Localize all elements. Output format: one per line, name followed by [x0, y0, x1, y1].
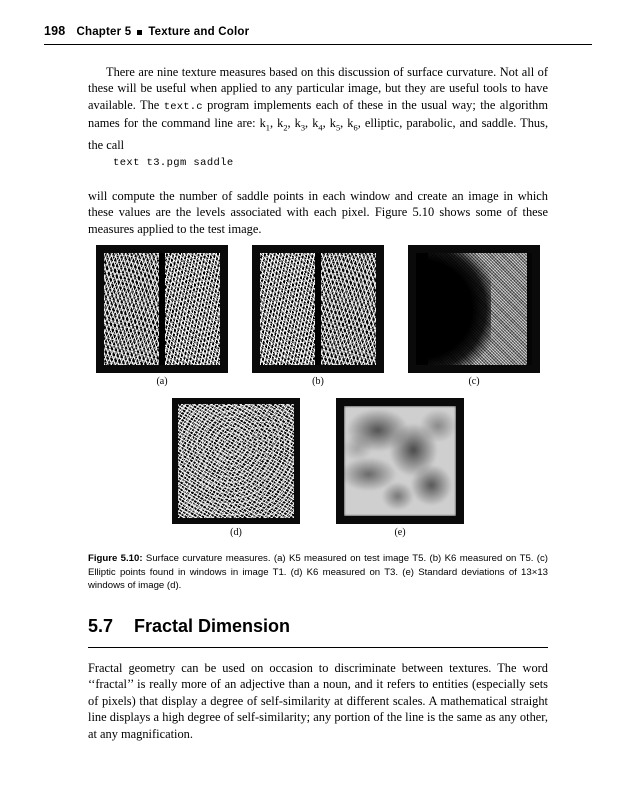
image-border-a — [96, 245, 228, 373]
texture-seam-b — [315, 253, 321, 365]
texture-right-a — [162, 253, 220, 365]
paragraph-1: There are nine texture measures based on this discussion of surface curvature. Not all of these will be useful when applied to any particular image, but they are useful tools to have available. The text.c program implements each of these in the usual way; the algorithm names for the command line are: $k_1$, $k_2$, $k_3$, $k_4$, $k_5$, $k_6$, elliptic, parabolic, and saddle. Thus, the call — [88, 65, 549, 153]
texture-left-a — [104, 253, 162, 365]
square-bullet-icon — [137, 30, 142, 35]
sub-1: 1 — [265, 123, 270, 133]
sub-2: 2 — [283, 123, 288, 133]
panel-label-b: (b) — [312, 376, 324, 387]
figure-caption-text: Surface curvature measures. (a) K5 measured on test image T5. (b) K6 measured on T5. (c) Elliptic points found in windows in image T1. (d) K6 measured on T3. (e) Standard deviations of 13×13 windows of image (d). — [88, 553, 548, 592]
chapter-title: Texture and Color — [148, 26, 250, 38]
elliptic-left-band — [416, 253, 428, 365]
sub-6: 6 — [353, 123, 358, 133]
figure-panel-c — [408, 245, 540, 387]
paragraph-1-text-c: , elliptic, parabolic, and saddle. Thus, the call — [88, 116, 549, 153]
panel-label-a: (a) — [156, 376, 168, 387]
figure-panel-b — [252, 245, 384, 387]
texture-seam-a — [159, 253, 165, 365]
section-rule — [88, 647, 548, 648]
inline-code-textc: text.c — [163, 100, 203, 113]
texture-right-b — [318, 253, 376, 365]
figure-panel-d — [172, 398, 300, 538]
figure-caption-label: Figure 5.10: — [88, 553, 143, 564]
panel-label-d: (d) — [230, 527, 242, 538]
paragraph-1-text-a: There are nine texture measures based on this discussion of surface curvature. Not all of these will be useful when applied to any particular image, but they are useful tools to have available. The — [88, 65, 548, 112]
figure-image-c — [408, 245, 540, 373]
image-border-c — [408, 245, 540, 373]
figure-image-a — [96, 245, 228, 373]
figure-row-top — [88, 245, 548, 395]
texture-k6-t3 — [178, 404, 294, 518]
section-title: Fractal Dimension — [134, 616, 291, 636]
paragraph-1-text-b: program implements each of these in the usual way; the algorithm names for the command line are: k — [88, 97, 548, 131]
code-line: text t3.pgm saddle — [113, 157, 234, 169]
figure-panel-e — [336, 398, 464, 538]
texture-stddev — [344, 406, 456, 516]
paragraph-3: Fractal geometry can be used on occasion to discriminate between textures. The word ‘‘fractal’’ is really more of an adjective than a noun, and it refers to entities (especially sets of pixels) that display a degree of self-similarity at different scales. A mathematical straight line displays a high degree of self-similarity; any portion of the line is the same as any other, at any magnification. — [88, 661, 548, 741]
panel-label-c: (c) — [468, 376, 480, 387]
section-number: 5.7 — [88, 616, 114, 636]
paragraph-2: will compute the number of saddle points in each window and create an image in which these values are the levels associated with each pixel. Figure 5.10 shows some of these measures applied to the test image. — [88, 189, 548, 236]
image-content-a — [104, 253, 220, 365]
sub-5: 5 — [335, 123, 341, 133]
panel-label-e: (e) — [394, 527, 406, 538]
figure-panel-a — [96, 245, 228, 387]
section-heading — [88, 616, 548, 637]
running-header — [44, 24, 592, 38]
image-content-e — [344, 406, 456, 516]
header-rule — [44, 44, 592, 45]
figure-image-e — [336, 398, 464, 524]
sub-4: 4 — [318, 123, 323, 133]
image-border-b — [252, 245, 384, 373]
figure-caption — [88, 552, 548, 593]
figure-row-bottom — [88, 398, 548, 546]
image-border-e — [336, 398, 464, 524]
chapter-label: Chapter 5 — [76, 26, 132, 38]
image-content-c — [416, 253, 532, 365]
image-content-b — [260, 253, 376, 365]
figure-image-b — [252, 245, 384, 373]
figure-image-d — [172, 398, 300, 524]
sub-3: 3 — [300, 123, 306, 133]
image-content-d — [178, 404, 294, 518]
elliptic-right-band — [527, 253, 532, 365]
page-number: 198 — [44, 24, 66, 38]
image-border-d — [172, 398, 300, 524]
texture-left-b — [260, 253, 318, 365]
